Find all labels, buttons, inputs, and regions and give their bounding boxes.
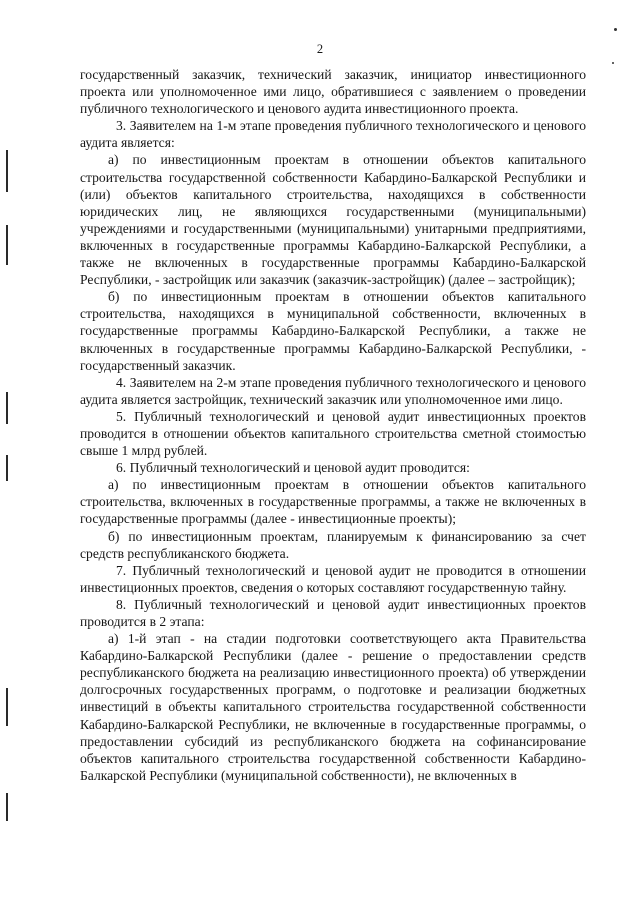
scan-margin-mark <box>6 793 8 821</box>
paragraph-clause-6: 6. Публичный технологический и ценовой аудит проводится: <box>116 460 470 476</box>
scan-margin-mark <box>6 455 8 481</box>
paragraph-clause-3a: а) по инвестиционным проектам в отношении объектов капитального строительства государственной собственности Кабардино-Балкарской Республики и (или) объектов капитального строительства, находящихся в собственности юридических лиц, не являющихся государственными (муниципальными) учреждениями и государственными (муниципальными) унитарными предприятиями, включенных в государственные программы Кабардино-Балкарской Республики, а также не включенных в государственные программы Кабардино-Балкарской Республики, - застройщик или заказчик (заказчик-застройщик) (далее – застройщик); <box>80 152 586 288</box>
paragraph-clause-6b: б) по инвестиционным проектам, планируемым к финансированию за счет средств республиканского бюджета. <box>80 528 586 561</box>
scan-margin-mark <box>6 688 8 726</box>
paragraph-clause-6a: а) по инвестиционным проектам в отношении объектов капитального строительства, включенных в государственные программы, а также не включенных в государственные программы (далее - инвестиционные проекты); <box>80 477 586 527</box>
scan-margin-mark <box>6 392 8 424</box>
paragraph-continuation: государственный заказчик, технический заказчик, инициатор инвестиционного проекта или уполномоченное ими лицо, обратившиеся с заявлением о проведении публичного технологического и ценового аудита инвестиционного проекта. <box>80 67 586 117</box>
paragraph-clause-4: 4. Заявителем на 2-м этапе проведения публичного технологического и ценового аудита является застройщик, технический заказчик или уполномоченное ими лицо. <box>80 374 586 407</box>
scan-speck <box>614 28 617 31</box>
paragraph-clause-7: 7. Публичный технологический и ценовой аудит не проводится в отношении инвестиционных проектов, сведения о которых составляют государственную тайну. <box>80 562 586 595</box>
paragraph-clause-8a: а) 1-й этап - на стадии подготовки соответствующего акта Правительства Кабардино-Балкарской Республики (далее - решение о предоставлении средств республиканского бюджета на реализацию инвестиционного проекта) об утверждении долгосрочных государственных программ, о подготовке и реализации бюджетных инвестиций в объекты капитального строительства государственной собственности Кабардино-Балкарской Республики, не включенные в государственные программы, о предоставлении субсидий из республиканского бюджета на софинансирование объектов капитального строительства государственной собственности Кабардино-Балкарской Республики (муниципальной собственности), не включенных в <box>80 631 586 783</box>
scan-speck <box>612 62 614 64</box>
paragraph-clause-3b: б) по инвестиционным проектам в отношении объектов капитального строительства, находящихся в муниципальной собственности, включенных в государственные программы Кабардино-Балкарской Республики, а также не включенных в государственные программы Кабардино-Балкарской Республики, - государственный заказчик. <box>80 289 586 373</box>
paragraph-clause-8: 8. Публичный технологический и ценовой аудит инвестиционных проектов проводится в 2 этапа: <box>80 596 586 629</box>
paragraph-clause-5: 5. Публичный технологический и ценовой аудит инвестиционных проектов проводится в отношении объектов капитального строительства сметной стоимостью свыше 1 млрд рублей. <box>80 408 586 459</box>
document-body <box>80 66 586 784</box>
scan-margin-mark <box>6 225 8 265</box>
paragraph-clause-3: 3. Заявителем на 1-м этапе проведения публичного технологического и ценового аудита является: <box>80 118 586 151</box>
page-number: 2 <box>316 42 324 56</box>
scan-margin-mark <box>6 150 8 192</box>
